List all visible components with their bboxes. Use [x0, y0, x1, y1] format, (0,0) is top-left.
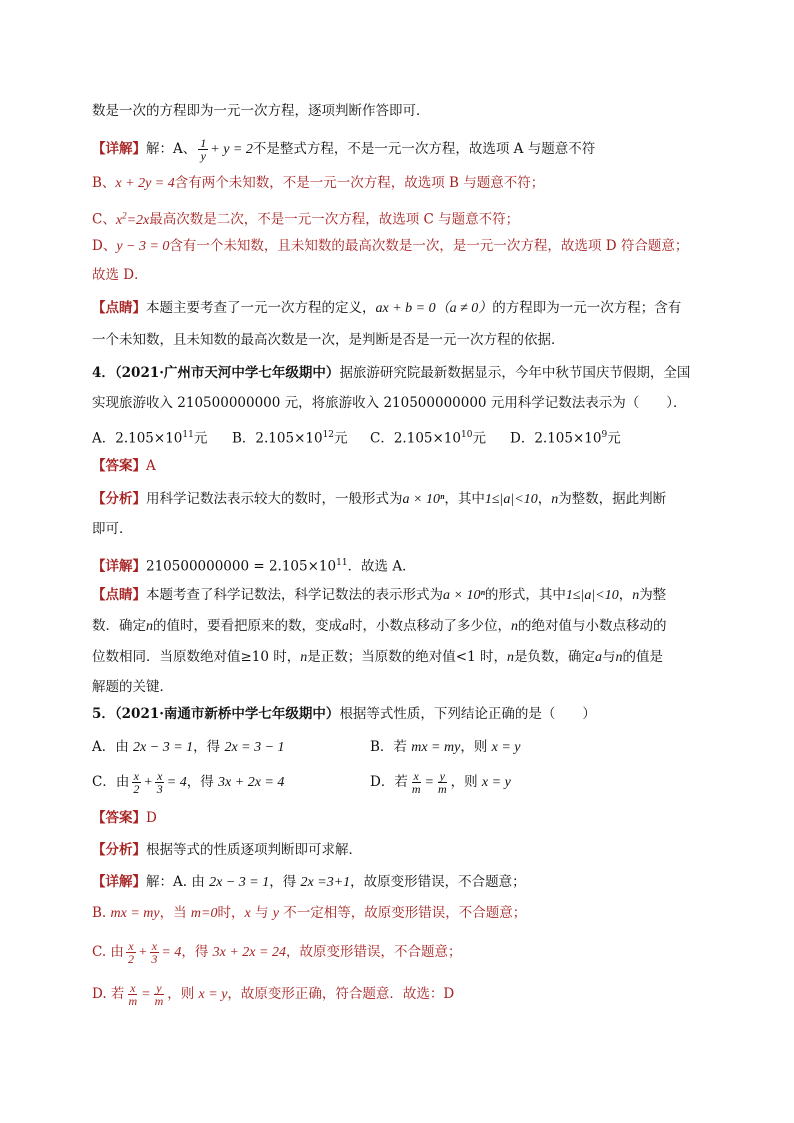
q3-detail-b [92, 173, 712, 194]
q4-detail [92, 553, 712, 577]
comment-3-n2: n [506, 650, 514, 665]
comment-tag: 【点睛】 [92, 587, 146, 603]
opt-eq2: 2x = 3 − 1 [224, 740, 285, 755]
comment-1b: 的方程即为一元一次方程；含有 [492, 300, 682, 316]
frac-num: x [151, 939, 158, 953]
detail-a-prefix: 解：A. 由 [146, 874, 210, 890]
detail-c-text: ，故原变形错误，不合题意； [285, 944, 462, 960]
comment-1a: 本题考查了科学记数法，科学记数法的表示形式为 [146, 587, 443, 603]
comment-1c: ， [618, 587, 633, 603]
q4-source: （2021·广州市天河中学七年级期中） [114, 365, 340, 381]
comment-cond: （a ≠ 0） [435, 301, 493, 316]
q5-stem [92, 704, 712, 724]
q3-intro-end-text: 数是一次的方程即为一元一次方程，逐项判断作答即可． [92, 103, 430, 119]
opt-mid: ，得 [186, 774, 219, 790]
answer-value: D [146, 810, 157, 826]
opt-unit: 元 [607, 430, 621, 447]
q4-option-b [232, 425, 348, 449]
frac-num: x [157, 769, 163, 783]
q5-stem-text: 根据等式性质，下列结论正确的是（ ） [339, 706, 596, 722]
q4-stem-2-text: 实现旅游收入 210500000000 元，将旅游收入 210500000000 元用科学记数法表示为（ ）． [92, 395, 687, 411]
opt-mid: ，则 [450, 774, 482, 790]
eq-d: y − 3 = 0 [116, 239, 170, 254]
opt-eq1: 2x − 3 = 1 [133, 740, 194, 755]
frac-x-over-m [126, 982, 139, 1007]
answer-tag: 【答案】 [92, 458, 146, 474]
frac-den: m [154, 994, 164, 1008]
analysis-2: 即可． [92, 521, 133, 537]
opt-mant: 2.105×10 [534, 430, 602, 447]
opt-unit: 元 [334, 430, 348, 447]
comment-2: 一个未知数，且未知数的最高次数是一次，是判断是否是一元一次方程的依据． [92, 332, 565, 348]
detail-d-text: ，故原变形正确，符合题意．故选：D [227, 986, 455, 1002]
opt-mant: 2.105×10 [255, 430, 323, 447]
q5-detail-b [92, 903, 712, 924]
equals: = [424, 775, 434, 790]
opt-mid: ，则 [460, 739, 492, 755]
detail-a-text: ，故原变形错误，不合题意； [350, 874, 526, 890]
comment-3d: 与 [601, 649, 616, 665]
detail-a-eq2: 2x =3+1 [300, 875, 351, 890]
analysis-1d: 为整数，据此判断 [558, 491, 667, 507]
eq-rest: + y = 2 [210, 142, 253, 157]
label-d: D、 [92, 238, 117, 254]
opt-exp: 9 [601, 430, 608, 440]
comment-2-n: n [146, 619, 153, 634]
analysis-text: 根据等式的性质逐项判断即可求解． [146, 842, 362, 858]
detail-end: ．故选 A． [347, 558, 416, 575]
comment-2d: 的绝对值与小数点移动的 [518, 618, 667, 634]
eq-c-sup: 2 [122, 210, 127, 220]
q4-comment-2 [92, 616, 712, 637]
comment-3a: 位数相同．当原数绝对值≥10 时， [92, 649, 301, 665]
opt-label: B．若 [370, 739, 412, 755]
label-b: B、 [92, 175, 116, 191]
comment-4: 解题的关键． [92, 679, 173, 695]
frac-num: x [413, 769, 419, 783]
comment-3c: 是负数，确定 [513, 649, 595, 665]
q5-option-d [370, 770, 511, 795]
comment-form: a × 10ⁿ [443, 588, 485, 603]
detail-b-mid1: ，当 [159, 905, 191, 921]
detail-c-prefix: C. 由 [92, 944, 124, 960]
frac-y-over-m [153, 982, 166, 1007]
frac-den: 3 [156, 782, 163, 796]
eq-b: x + 2y = 4 [115, 176, 175, 191]
comment-3-n: n [300, 650, 308, 665]
q5-option-a [92, 737, 285, 758]
comment-2-n2: n [511, 619, 518, 634]
q3-comment-2 [92, 330, 712, 350]
detail-a-eq1: 2x − 3 = 1 [209, 875, 270, 890]
fraction-1-over-y [198, 137, 208, 162]
frac-num: 1 [200, 136, 207, 150]
q3-detail-d [92, 236, 712, 257]
detail-tag: 【详解】 [92, 558, 146, 575]
q3-detail-c [92, 205, 712, 231]
opt-mant: 2.105×10 [115, 430, 183, 447]
frac-den: 3 [151, 952, 158, 966]
opt-label: B． [232, 430, 256, 447]
detail-b-x: x [244, 906, 251, 921]
q4-option-d [510, 425, 621, 449]
frac-den: 2 [133, 782, 140, 796]
opt-label: C．由 [92, 774, 130, 790]
comment-1d: 为整 [639, 587, 667, 603]
frac-den: 2 [127, 952, 134, 966]
text-d: 含有一个未知数，且未知数的最高次数是一次，是一元一次方程，故选项 D 符合题意； [169, 238, 689, 254]
detail-b-mid3: 与 [250, 905, 273, 921]
comment-1a: 本题主要考查了一元一次方程的定义， [146, 300, 376, 316]
answer-value: A [146, 458, 156, 474]
q4-stem-2 [92, 393, 712, 413]
detail-d-mid: ，则 [167, 986, 199, 1002]
q5-answer [92, 808, 712, 828]
analysis-1c: ， [537, 491, 552, 507]
detail-b-mid2: 时， [217, 905, 245, 921]
comment-2-a: a [342, 619, 349, 634]
q4-stem-1 [92, 363, 712, 383]
detail-tag: 【详解】 [92, 141, 146, 157]
q5-option-c [92, 770, 284, 795]
frac-x-over-3 [155, 770, 165, 795]
q5-detail-a [92, 872, 712, 893]
comment-3b: 是正数；当原数的绝对值<1 时， [307, 649, 507, 665]
answer-tag: 【答案】 [92, 810, 146, 826]
q4-comment-1 [92, 585, 712, 606]
plus: + [143, 775, 153, 790]
label-c: C、 [92, 211, 116, 228]
opt-eq2: x = y [481, 775, 511, 790]
frac-x-over-3 [149, 940, 159, 965]
detail-b-cond: m=0 [190, 906, 218, 921]
q4-comment-3 [92, 647, 712, 668]
opt-eq2: 3x + 2x = 4 [218, 775, 285, 790]
comment-tag: 【点睛】 [92, 300, 146, 316]
detail-a-mid: ，得 [269, 874, 301, 890]
q3-comment-1 [92, 298, 712, 319]
detail-b-eq: mx = my [110, 906, 160, 921]
frac-x-over-2 [126, 940, 136, 965]
conclusion-text: 故选 D． [92, 267, 148, 283]
analysis-n: n [551, 492, 559, 507]
opt-unit: 元 [472, 430, 486, 447]
text-c: 最高次数是二次，不是一元一次方程，故选项 C 与题意不符； [149, 211, 520, 228]
detail-eq-exp: 11 [336, 558, 348, 568]
comment-n: n [632, 588, 640, 603]
opt-exp: 10 [460, 430, 473, 440]
opt-label: D．若 [370, 774, 408, 790]
q5-source: （2021·南通市新桥中学七年级期中） [114, 706, 340, 722]
analysis-tag: 【分析】 [92, 491, 146, 507]
detail-d-prefix: D. 若 [92, 986, 125, 1002]
analysis-1b: ，其中 [444, 491, 485, 507]
q4-option-a [92, 425, 207, 449]
opt-exp: 12 [322, 430, 335, 440]
opt-label: A． [92, 430, 116, 447]
opt-eq2: x = y [491, 740, 521, 755]
detail-b-prefix: B. [92, 905, 111, 921]
opt-eq1: mx = my [411, 740, 461, 755]
frac-num: x [130, 981, 136, 995]
q4-analysis-1 [92, 489, 712, 510]
eq-c-base: x [115, 212, 123, 228]
q5-number: 5． [92, 706, 115, 722]
opt-label: A．由 [92, 739, 134, 755]
frac-num: y [156, 981, 162, 995]
frac-den: m [128, 994, 138, 1008]
frac-x-over-m [410, 770, 423, 795]
frac-num: x [133, 769, 139, 783]
analysis-range: 1≤|a|<10 [484, 492, 538, 507]
eq-c-rest: =2x [126, 212, 150, 228]
q4-number: 4． [92, 365, 115, 381]
q5-option-b [370, 737, 521, 758]
comment-1b: 的形式，其中 [484, 587, 566, 603]
frac-y-over-m [436, 770, 449, 795]
comment-2c: 时，小数点移动了多少位， [349, 618, 511, 634]
detail-a-prefix: 解：A、 [146, 141, 197, 157]
comment-range: 1≤|a|<10 [565, 588, 619, 603]
q5-detail-c [92, 940, 712, 965]
eq-rest: = 4 [161, 945, 182, 960]
detail-c-mid: ，得 [181, 944, 213, 960]
analysis-tag: 【分析】 [92, 842, 146, 858]
detail-c-eq2: 3x + 2x = 24 [212, 945, 286, 960]
q4-answer [92, 456, 712, 476]
frac-x-over-2 [131, 770, 141, 795]
frac-num: y [439, 769, 445, 783]
comment-2b: 的值时，要看把原来的数，变成 [153, 618, 342, 634]
q3-intro-end [92, 101, 712, 121]
q4-analysis-2 [92, 519, 712, 539]
q5-detail-d [92, 982, 712, 1007]
detail-d-eq2: x = y [198, 987, 228, 1002]
opt-exp: 11 [182, 430, 194, 440]
comment-2a: 数．确定 [92, 618, 146, 634]
q3-conclusion [92, 265, 712, 285]
q3-detail-a [92, 137, 712, 162]
detail-tag: 【详解】 [92, 874, 146, 890]
q4-stem-1-text: 据旅游研究院最新数据显示，今年中秋节国庆节假期，全国 [339, 365, 691, 381]
detail-eq-base: 210500000000 = 2.105×10 [146, 558, 337, 575]
comment-3e: 的值是 [622, 649, 663, 665]
comment-3-a: a [594, 650, 602, 665]
q4-comment-4 [92, 677, 712, 697]
detail-b-y: y [272, 906, 280, 921]
opt-mid: ，得 [193, 739, 225, 755]
frac-num: x [128, 939, 134, 953]
analysis-form: a × 10ⁿ [402, 492, 445, 507]
opt-label: C． [370, 430, 394, 447]
eq-c [115, 210, 150, 228]
comment-eq: ax + b = 0 [375, 301, 436, 316]
opt-label: D． [510, 430, 535, 447]
opt-unit: 元 [193, 430, 208, 447]
frac-den: m [411, 782, 421, 796]
eq-rest: = 4 [166, 775, 187, 790]
equals: = [141, 987, 151, 1002]
text-b: 含有两个未知数，不是一元一次方程，故选项 B 与题意不符； [174, 175, 545, 191]
opt-mant: 2.105×10 [393, 430, 461, 447]
plus: + [137, 945, 148, 960]
analysis-1a: 用科学记数法表示较大的数时，一般形式为 [146, 491, 403, 507]
detail-b-text: 不一定相等，故原变形错误，不合题意； [279, 905, 527, 921]
q5-analysis [92, 840, 712, 860]
frac-den: y [200, 149, 206, 163]
q4-option-c [370, 425, 486, 449]
frac-den: m [437, 782, 447, 796]
detail-a-text: 不是整式方程，不是一元一次方程，故选项 A 与题意不符 [252, 141, 596, 157]
comment-3-n3: n [615, 650, 623, 665]
